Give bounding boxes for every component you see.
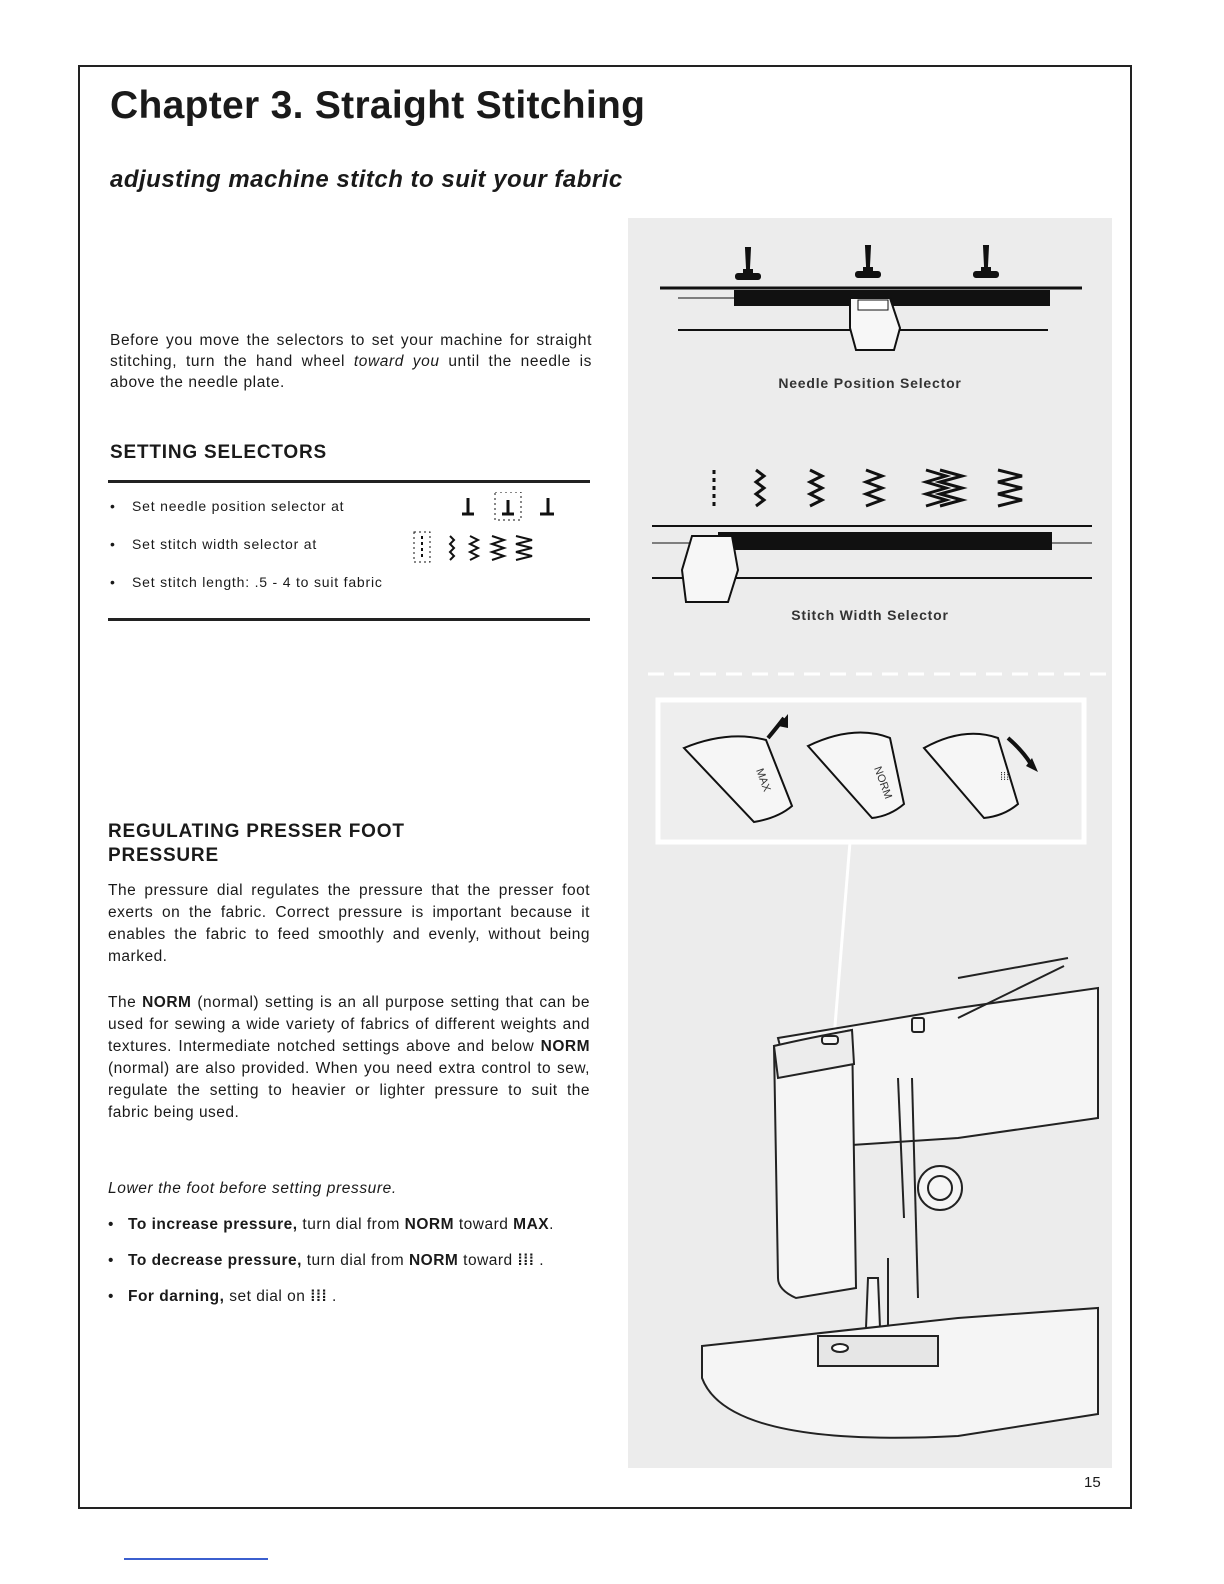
svg-text:⁞⁞⁞: ⁞⁞⁞ [1000, 771, 1010, 783]
list-item: • For darning, set dial on ⁞⁞⁞ . [108, 1288, 337, 1305]
needle-position-selector-drawing [660, 246, 1082, 350]
pressure-instructions-list [108, 1214, 588, 1322]
intro-paragraph: Before you move the selectors to set your machine for straight stitching, turn the hand wheel toward you until the needle is above the needle plate. [110, 332, 592, 391]
list-item: • Set needle position selector at [110, 498, 590, 536]
list-item: • Set stitch length: .5 - 4 to suit fabric [110, 574, 383, 590]
norm-paragraph: The NORM (normal) setting is an all purpose setting that can be used for sewing a wide variety of fabrics of different weights and textures. Intermediate notched settings above and below NORM (normal) are also provided. When you need extra control to sew, regulate the setting to heavier or lighter pressure to suit the fabric being used. [108, 994, 591, 1121]
needle-position-label: Needle Position Selector [778, 375, 962, 391]
svg-text:NORM: NORM [871, 764, 894, 801]
needle-position-icon [460, 492, 560, 522]
divider-top [108, 480, 590, 483]
page-title: Chapter 3. Straight Stitching [110, 84, 646, 127]
bottom-link-underline[interactable] [124, 1558, 268, 1560]
page-subtitle: adjusting machine stitch to suit your fabric [110, 166, 623, 193]
illustration-drawing [628, 218, 1112, 1468]
page-number: 15 [1084, 1474, 1101, 1491]
stitch-width-label: Stitch Width Selector [791, 607, 949, 623]
divider-bottom [108, 618, 590, 621]
pressure-paragraph: The pressure dial regulates the pressure that the presser foot exerts on the fabric. Correct pressure is important because it enables the fabric to feed smoothly and evenly, without being marked. [108, 882, 590, 965]
sewing-machine-illustration [628, 218, 1112, 1468]
selector-settings-list [110, 498, 590, 612]
list-item: • Set stitch width selector at [110, 536, 590, 574]
lower-foot-note: Lower the foot before setting pressure. [108, 1180, 397, 1197]
setting-selectors-heading: SETTING SELECTORS [110, 442, 327, 463]
presser-foot-heading: REGULATING PRESSER FOOT PRESSURE [108, 821, 405, 866]
sewing-machine-drawing [702, 958, 1098, 1438]
list-item: • To decrease pressure, turn dial from NORM toward ⁞⁞⁞ . [108, 1252, 545, 1269]
stitch-width-icon [410, 530, 560, 564]
svg-text:MAX: MAX [753, 766, 773, 794]
stitch-width-selector-drawing [714, 470, 1022, 510]
list-item: • To increase pressure, turn dial from NORM toward MAX. [108, 1216, 554, 1233]
